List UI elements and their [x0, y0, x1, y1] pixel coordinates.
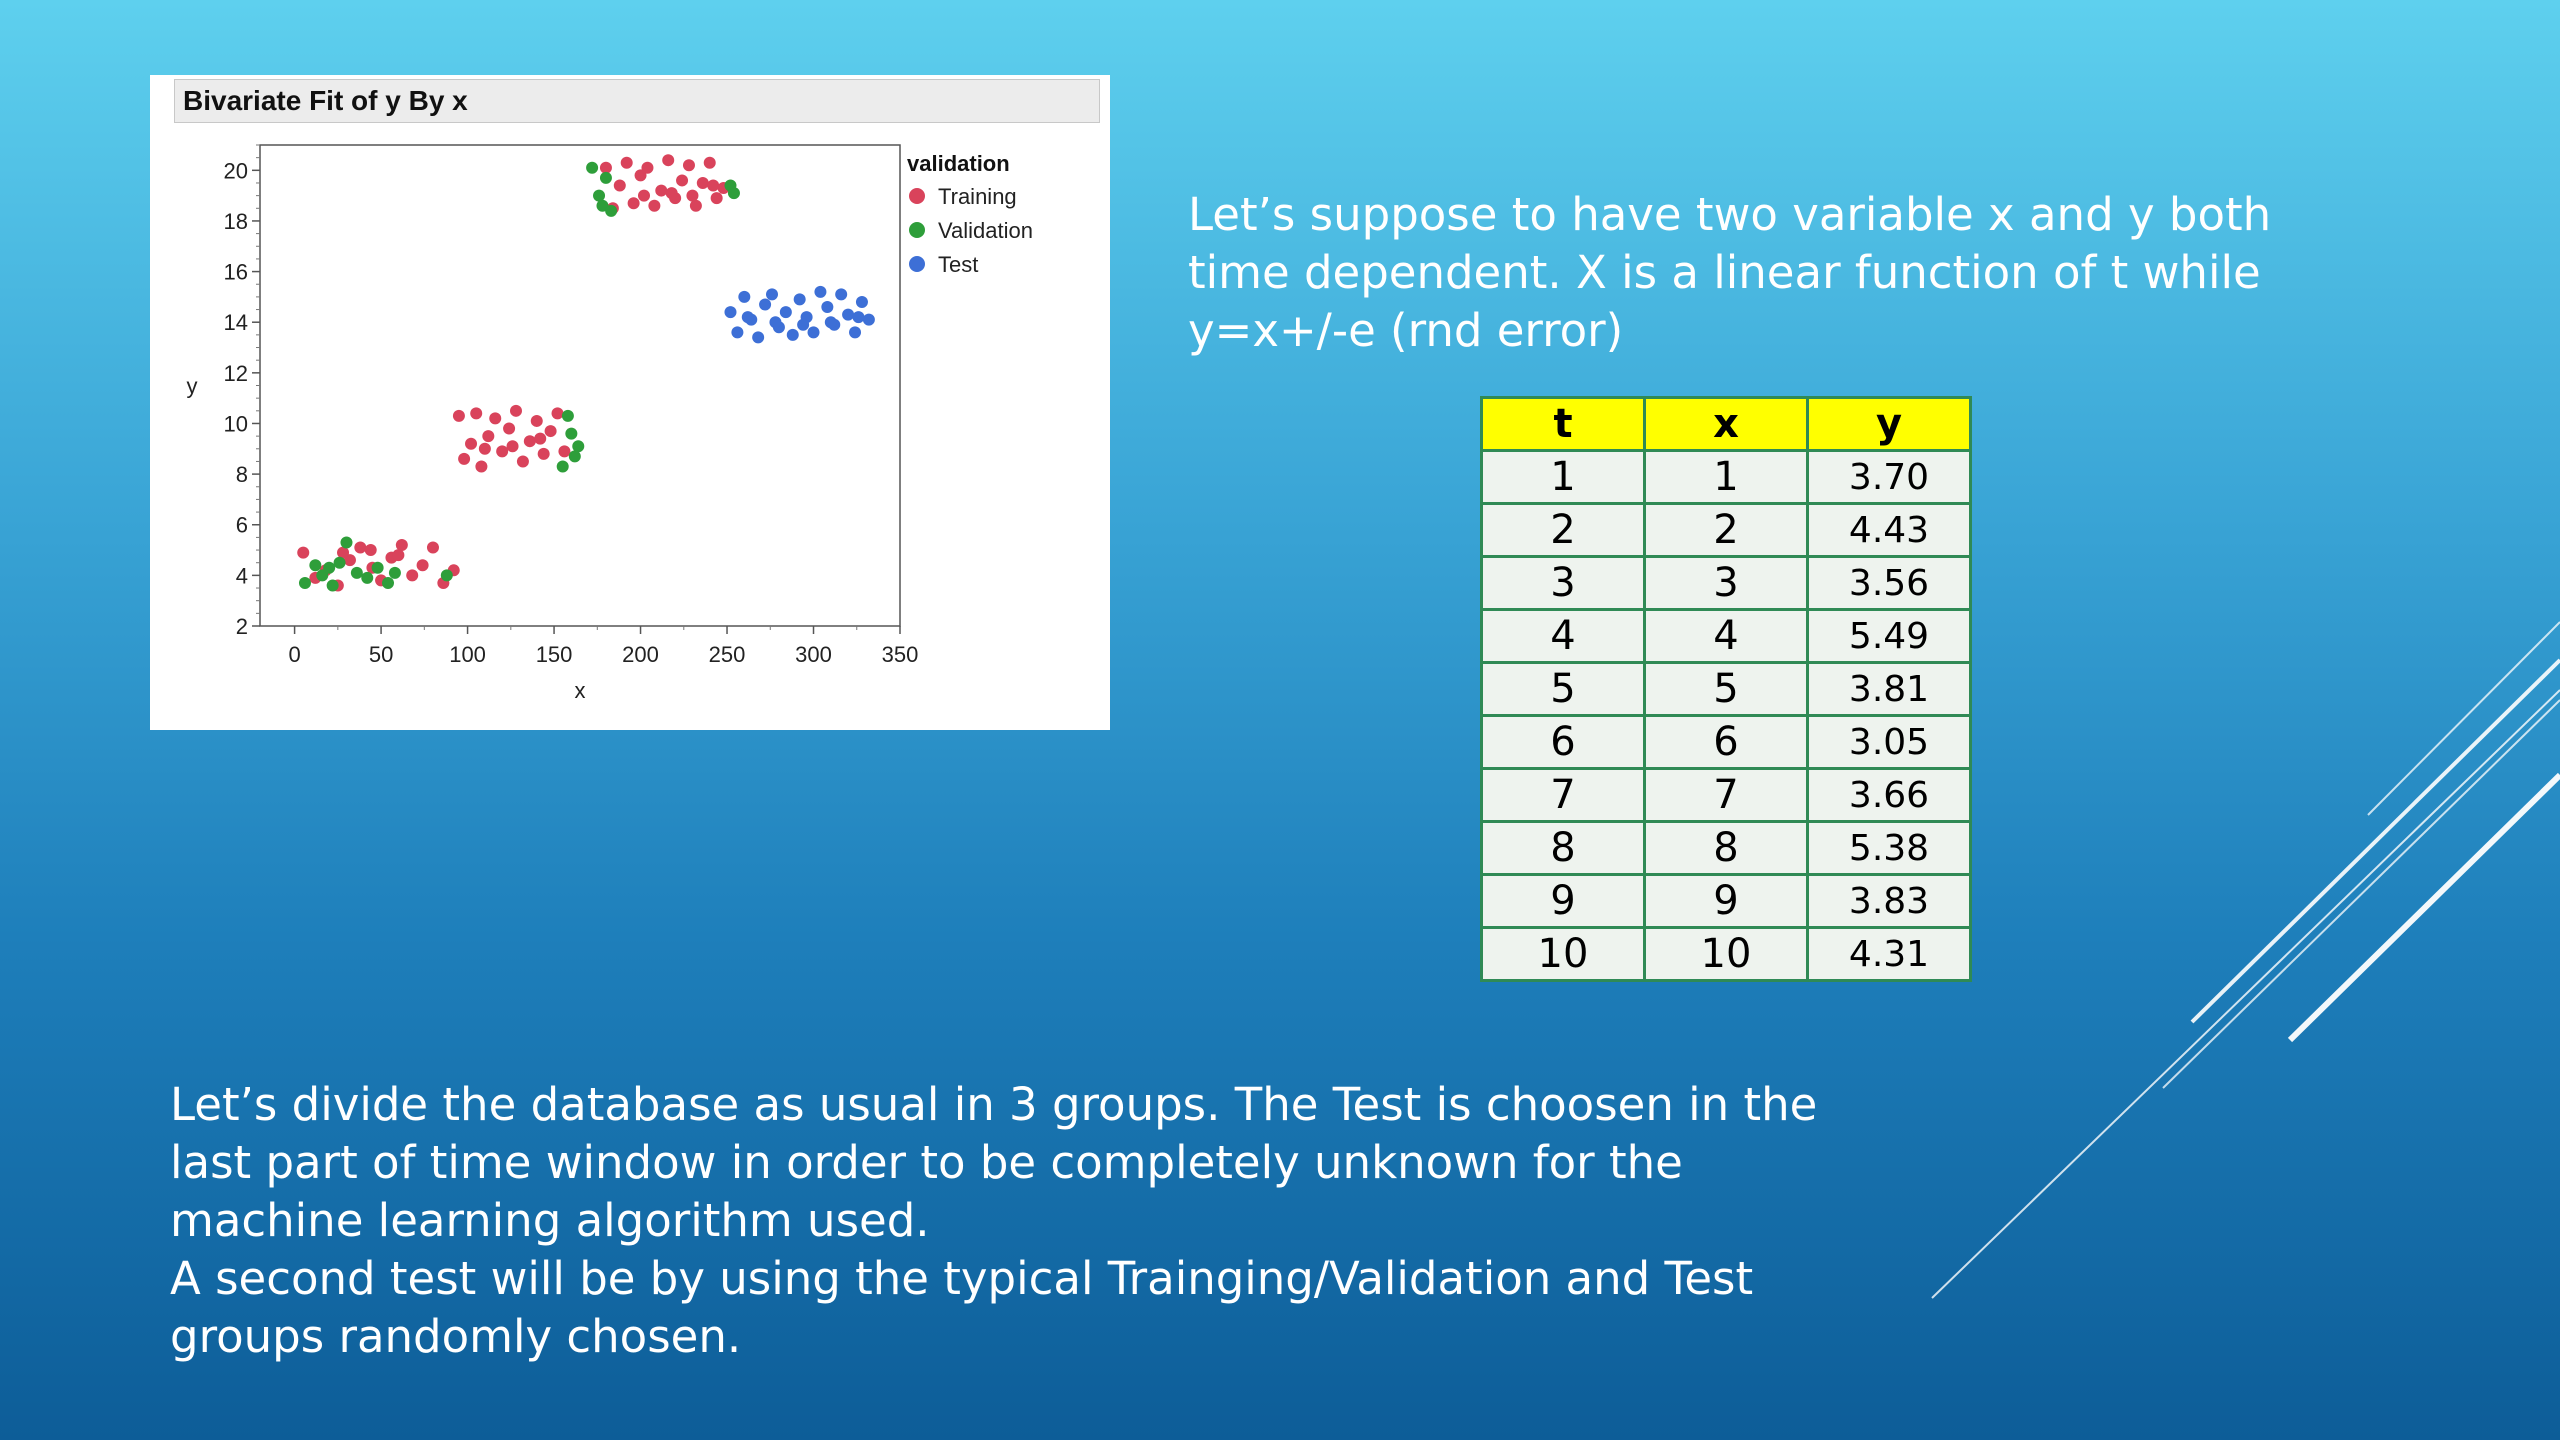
table-row [1482, 769, 1971, 822]
data-point-test [842, 309, 854, 321]
data-point-test [787, 329, 799, 341]
data-point-validation [605, 205, 617, 217]
data-point-training [458, 453, 470, 465]
data-point-test [742, 311, 754, 323]
bottom-paragraph [170, 1076, 1950, 1366]
cell-t: 10 [1482, 928, 1645, 981]
data-point-training [470, 407, 482, 419]
data-point-training [621, 157, 633, 169]
cell-t: 8 [1482, 822, 1645, 875]
data-point-training [507, 440, 519, 452]
scatter-chart [150, 75, 1110, 730]
data-point-training [453, 410, 465, 422]
chart-title: Bivariate Fit of y By x [174, 79, 1100, 123]
intro-paragraph [1188, 186, 2388, 360]
chart-panel [150, 75, 1110, 730]
cell-y: 5.49 [1808, 610, 1971, 663]
data-point-training [655, 185, 667, 197]
cell-t: 5 [1482, 663, 1645, 716]
cell-x: 7 [1645, 769, 1808, 822]
data-point-training [552, 407, 564, 419]
data-point-test [738, 291, 750, 303]
data-point-training [524, 435, 536, 447]
data-point-validation [389, 567, 401, 579]
data-point-validation [334, 557, 346, 569]
cell-x: 2 [1645, 504, 1808, 557]
data-point-test [794, 293, 806, 305]
header-y: y [1808, 398, 1971, 451]
data-point-training [489, 412, 501, 424]
data-point-training [683, 159, 695, 171]
table-row [1482, 663, 1971, 716]
data-point-validation [382, 577, 394, 589]
data-point-training [354, 542, 366, 554]
table-row [1482, 822, 1971, 875]
data-point-validation [351, 567, 363, 579]
data-point-validation [372, 562, 384, 574]
y-tick-label: 14 [223, 310, 248, 336]
table-body [1482, 451, 1971, 981]
data-point-test [731, 326, 743, 338]
legend-marker [909, 256, 925, 272]
data-point-test [814, 286, 826, 298]
data-point-test [821, 301, 833, 313]
cell-x: 3 [1645, 557, 1808, 610]
bottom-line: machine learning algorithm used. [170, 1194, 930, 1247]
cell-t: 1 [1482, 451, 1645, 504]
data-point-test [849, 326, 861, 338]
cell-x: 1 [1645, 451, 1808, 504]
data-point-training [297, 547, 309, 559]
data-point-training [697, 177, 709, 189]
intro-line: time dependent. X is a linear function of t while [1188, 246, 2261, 299]
data-point-validation [309, 559, 321, 571]
data-point-training [558, 445, 570, 457]
cell-x: 10 [1645, 928, 1808, 981]
table-row [1482, 451, 1971, 504]
data-point-test [724, 306, 736, 318]
cell-y: 3.70 [1808, 451, 1971, 504]
data-point-training [704, 157, 716, 169]
x-tick-label: 100 [449, 642, 486, 667]
table-row [1482, 875, 1971, 928]
data-point-training [628, 197, 640, 209]
intro-line: Let’s suppose to have two variable x and y both [1188, 188, 2272, 241]
data-point-test [766, 288, 778, 300]
data-point-training [496, 445, 508, 457]
y-tick-label: 20 [223, 158, 248, 184]
data-point-validation [299, 577, 311, 589]
data-point-training [482, 430, 494, 442]
data-point-training [475, 461, 487, 473]
cell-y: 4.43 [1808, 504, 1971, 557]
y-tick-label: 16 [223, 259, 248, 285]
cell-x: 4 [1645, 610, 1808, 663]
x-tick-label: 0 [288, 642, 301, 667]
cell-y: 3.66 [1808, 769, 1971, 822]
data-point-training [479, 443, 491, 455]
table-row [1482, 716, 1971, 769]
data-point-training [707, 180, 719, 192]
data-point-validation [565, 428, 577, 440]
y-tick-label: 12 [223, 360, 248, 386]
data-point-test [797, 319, 809, 331]
cell-t: 9 [1482, 875, 1645, 928]
data-point-test [835, 288, 847, 300]
data-point-validation [728, 187, 740, 199]
cell-x: 5 [1645, 663, 1808, 716]
data-point-validation [327, 579, 339, 591]
cell-t: 4 [1482, 610, 1645, 663]
x-tick-label: 300 [795, 642, 832, 667]
cell-t: 3 [1482, 557, 1645, 610]
data-point-validation [323, 562, 335, 574]
data-point-training [406, 569, 418, 581]
cell-t: 6 [1482, 716, 1645, 769]
data-point-test [808, 326, 820, 338]
table-header-row [1482, 398, 1971, 451]
data-point-validation [562, 410, 574, 422]
data-point-training [465, 438, 477, 450]
table-row [1482, 928, 1971, 981]
header-t: t [1482, 398, 1645, 451]
data-point-test [780, 306, 792, 318]
data-point-training [392, 549, 404, 561]
data-point-training [641, 162, 653, 174]
data-table [1480, 396, 1972, 982]
data-point-training [638, 190, 650, 202]
data-point-training [365, 544, 377, 556]
data-point-test [825, 316, 837, 328]
table-row [1482, 557, 1971, 610]
bottom-line: Let’s divide the database as usual in 3 groups. The Test is choosen in the [170, 1078, 1818, 1131]
data-point-training [427, 542, 439, 554]
y-axis-label: y [186, 373, 198, 399]
y-tick-label: 8 [235, 462, 248, 488]
data-point-test [863, 314, 875, 326]
cell-y: 5.38 [1808, 822, 1971, 875]
cell-y: 4.31 [1808, 928, 1971, 981]
data-point-training [648, 200, 660, 212]
cell-t: 7 [1482, 769, 1645, 822]
data-point-test [856, 296, 868, 308]
cell-y: 3.83 [1808, 875, 1971, 928]
x-tick-label: 200 [622, 642, 659, 667]
legend-title: validation [907, 151, 1010, 176]
data-point-validation [572, 440, 584, 452]
cell-y: 3.05 [1808, 716, 1971, 769]
data-point-training [545, 425, 557, 437]
legend-label: Test [938, 252, 979, 277]
table-row [1482, 610, 1971, 663]
y-tick-label: 10 [223, 411, 248, 437]
data-point-training [614, 180, 626, 192]
data-point-training [417, 559, 429, 571]
data-point-validation [557, 461, 569, 473]
data-point-test [759, 298, 771, 310]
data-point-training [676, 174, 688, 186]
data-point-validation [340, 536, 352, 548]
data-point-validation [586, 162, 598, 174]
data-point-training [538, 448, 550, 460]
data-point-training [531, 415, 543, 427]
plot-frame [260, 145, 900, 626]
cell-y: 3.81 [1808, 663, 1971, 716]
cell-t: 2 [1482, 504, 1645, 557]
legend-marker [909, 222, 925, 238]
data-point-training [510, 405, 522, 417]
y-tick-label: 18 [223, 208, 248, 234]
x-tick-label: 150 [535, 642, 573, 667]
header-x: x [1645, 398, 1808, 451]
data-point-validation [600, 172, 612, 184]
data-point-validation [441, 569, 453, 581]
data-point-training [503, 423, 515, 435]
data-point-training [686, 190, 698, 202]
cell-y: 3.56 [1808, 557, 1971, 610]
data-point-training [666, 187, 678, 199]
data-point-training [711, 192, 723, 204]
cell-x: 8 [1645, 822, 1808, 875]
data-point-training [662, 154, 674, 166]
x-tick-label: 50 [368, 642, 394, 667]
intro-line: y=x+/-e (rnd error) [1188, 304, 1624, 357]
legend-label: Training [938, 184, 1017, 209]
bottom-line: A second test will be by using the typical Trainging/Validation and Test [170, 1252, 1754, 1305]
data-point-test [769, 316, 781, 328]
data-point-training [517, 455, 529, 467]
bottom-line: last part of time window in order to be completely unknown for the [170, 1136, 1683, 1189]
cell-x: 6 [1645, 716, 1808, 769]
x-tick-label: 250 [708, 642, 746, 667]
y-tick-label: 4 [235, 563, 248, 589]
table-row [1482, 504, 1971, 557]
cell-x: 9 [1645, 875, 1808, 928]
data-point-validation [361, 572, 373, 584]
legend-label: Validation [938, 218, 1033, 243]
x-axis-label: x [574, 678, 586, 703]
data-point-training [534, 433, 546, 445]
y-tick-label: 6 [235, 512, 248, 538]
data-point-test [852, 311, 864, 323]
bottom-line: groups randomly chosen. [170, 1310, 742, 1363]
x-tick-label: 350 [881, 642, 919, 667]
legend-marker [909, 188, 925, 204]
y-tick-label: 2 [235, 614, 248, 639]
data-point-test [752, 331, 764, 343]
